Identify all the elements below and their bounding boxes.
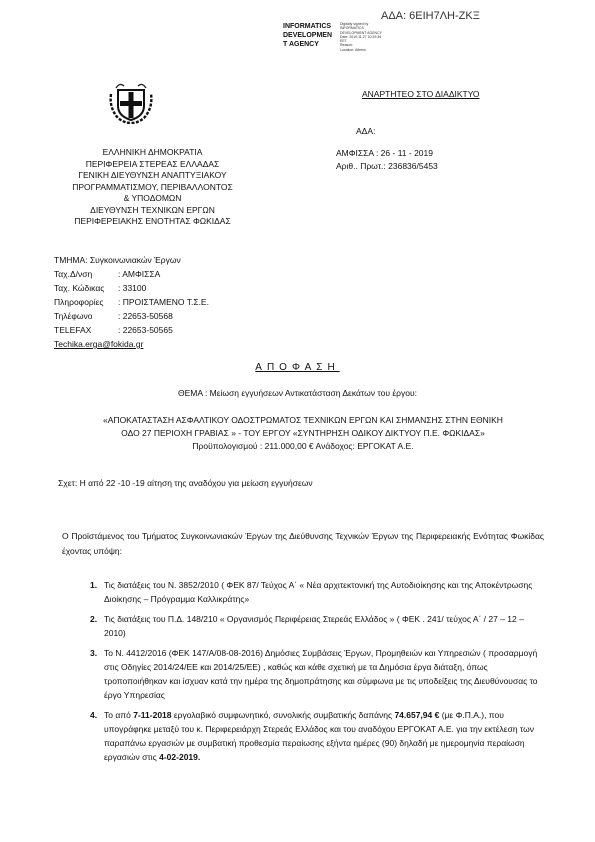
contact-value: : ΑΜΦΙΣΣΑ [118,269,161,279]
contact-row [54,323,209,337]
project-title-block [58,414,548,453]
item-text: Τις διατάξεις του Π.Δ. 148/210 « Οργανισμός Περιφέρειας Στερεάς Ελλάδος » ( ΦΕΚ . 241/ τεύχος Α΄ / 27 – 12 – 2010) [104,614,524,638]
reference-line: Σχετ: Η από 22 -10 -19 αίτηση της αναδόχου για μείωση εγγυήσεων [58,478,313,488]
project-title-line: «ΑΠΟΚΑΤΑΣΤΑΣΗ ΑΣΦΑΛΤΙΚΟΥ ΟΔΟΣΤΡΩΜΑΤΟΣ ΤΕΧΝΙΚΩΝ ΕΡΓΩΝ ΚΑΙ ΣΗΜΑΝΣΗΣ ΣΤΗΝ ΕΘΝΙΚΗ [103,415,503,425]
list-item [90,708,544,764]
signature-line: Digitally signed by [340,22,369,26]
agency-line: DEVELOPMEN [283,32,333,39]
signature-line: EET [340,39,347,44]
authority-line: ΕΛΛΗΝΙΚΗ ΔΗΜΟΚΡΑΤΙΑ [102,147,203,157]
list-item [90,612,544,640]
contract-amount: 74.657,94 € [394,710,440,720]
ada-code-top: ΑΔΑ: 6ΕΙΗ7ΛΗ-ΖΚΞ [381,10,480,22]
item-text: Τις διατάξεις του Ν. 3852/2010 ( ΦΕΚ 87/ Τεύχος Α΄ « Νέα αρχιτεκτονική της Αυτοδιοίκησης και της Αποκέντρωσης Διοίκησης – Πρόγραμμα Καλλικράτης» [104,580,533,604]
contact-row [54,295,209,309]
intro-paragraph: Ο Προϊστάμενος του Τμήματος Συγκοινωνιακών Έργων της Διεύθυνσης Τεχνικών Έργων της Περιφερειακής Ενότητας Φωκίδας έχοντας υπόψη: [62,531,544,556]
item-number: 1. [90,580,98,590]
authority-line: ΠΕΡΙΦΕΡΕΙΑΚΗΣ ΕΝΟΤΗΤΑΣ ΦΩΚΙΔΑΣ [74,216,231,226]
signature-line: Location: Athens [340,47,366,52]
contact-label: Τηλέφωνο [54,311,93,321]
item-number: 2. [90,614,98,624]
ada-label: ΑΔΑ: [356,126,376,136]
signature-line: INFORMATICS [340,26,364,31]
item-text-part: (με Φ.Π.Α.), που υπογράφηκε μεταξύ του κ. Περιφερειάρχη Στερεάς Ελλάδος και του αναδόχου ΕΡΓΟΚΑΤ Α.Ε. για την εκτέλεση των παραπάνω εργασιών με συμβατική προθεσμία περαίωσης εξήντα ημέρες (90) δηλαδή με ημερομηνία περαίωση εργασιών στις [104,710,535,762]
item-text-part: Το από [104,710,134,720]
item-number: 4. [90,710,98,720]
authority-line: ΓΕΝΙΚΗ ΔΙΕΥΘΥΝΣΗ ΑΝΑΠΤΥΞΙΑΚΟΥ [78,170,227,180]
signature-line: Date: 2019.11.27 10:29:36 [340,34,382,39]
completion-date: 4-02-2019. [159,752,201,762]
department-contact [54,253,209,351]
agency-line: T AGENCY [283,41,319,48]
authority-line: & ΥΠΟΔΟΜΩΝ [123,193,182,203]
email-link[interactable]: Techika.erga@fokida.gr [54,339,144,349]
greek-emblem-icon [108,80,154,124]
authority-line: ΔΙΕΥΘΥΝΣΗ ΤΕΧΝΙΚΩΝ ΕΡΓΩΝ [90,204,215,215]
item-text-part: εργολαβικό συμφωνητικό, συνολικής συμβατικής δαπάνης [171,710,395,720]
authority-line: ΠΡΟΓΡΑΜΜΑΤΙΣΜΟΥ, ΠΕΡΙΒΑΛΛΟΝΤΟΣ [72,181,233,192]
contact-row [54,281,209,295]
item-number: 3. [90,648,98,658]
authority-line: ΠΕΡΙΦΕΡΕΙΑ ΣΤΕΡΕΑΣ ΕΛΛΑΔΑΣ [85,158,220,169]
contact-label: Ταχ.Δ/νση [54,269,93,279]
contact-label: Πληροφορίες [54,297,104,307]
document-title: ΑΠΟΦΑΣΗ [255,362,340,373]
item-text: Το Ν. 4412/2016 (ΦΕΚ 147/Α/08-08-2016) Δημόσιες Συμβάσεις Έργων, Προμηθειών και Υπηρεσιών ( προσαρμογή στις Οδηγίες 2014/24/ΕΕ και 2014/25/ΕΕ) , καθώς και κάθε σχετική με τα Δημόσια έργα διάταξη, όπως τροποποιήθηκαν και ίσχυαν κατά την ημέρα της δημοπράτησης και σύμφωνα με τις υποδείξεις της Διευθύνουσας το έργο Υπηρεσίας [104,648,538,700]
agency-line: INFORMATICS [283,23,332,30]
contact-row [54,267,209,281]
budget-contractor-line: Προϋπολογισμού : 211.000,00 € Ανάδοχος: ΕΡΓΟΚΑΤ Α.Ε. [192,441,414,451]
contact-value: : 22653-50568 [118,311,173,321]
issuing-authority [40,147,265,228]
item-text [104,708,544,764]
protocol-number: Αριθ.. Πρωτ.: 236836/5453 [336,161,438,171]
list-item [90,646,544,702]
subject-line: ΘΕΜΑ : Μείωση εγγυήσεων Αντικατάσταση Δεκάτων του έργου: [178,388,417,398]
contact-label: Ταχ. Κώδικας [54,283,105,293]
publish-online-notice: ΑΝΑΡΤΗΤΕΟ ΣΤΟ ΔΙΑΔΙΚΤΥΟ [362,89,480,99]
signing-agency-name [283,22,332,49]
contract-date: 7-11-2018 [133,710,172,720]
signature-line: DEVELOPMENT AGENCY [340,30,382,35]
contact-value: : 33100 [118,283,147,293]
signature-line: Reason: [340,43,354,48]
place-date: ΑΜΦΙΣΣΑ : 26 - 11 - 2019 [336,148,433,158]
digital-signature-details [340,22,382,52]
contact-label: TELEFAX [54,325,92,335]
contact-row [54,309,209,323]
list-item [90,578,544,606]
place-date-block [336,147,438,173]
project-title-line: ΟΔΟ 27 ΠΕΡΙΟΧΗ ΓΡΑΒΙΑΣ » - ΤΟΥ ΕΡΓΟΥ «ΣΥΝΤΗΡΗΣΗ ΟΔΙΚΟΥ ΔΙΚΤΥΟΥ Π.Ε. ΦΩΚΙΔΑΣ» [121,428,485,438]
considerations-list [90,578,544,770]
contact-value: : 22653-50565 [118,325,173,335]
department-name: ΤΜΗΜΑ: Συγκοινωνιακών Έργων [54,255,181,265]
contact-value: : ΠΡΟΙΣΤΑΜΕΝΟ Τ.Σ.Ε. [118,297,209,307]
